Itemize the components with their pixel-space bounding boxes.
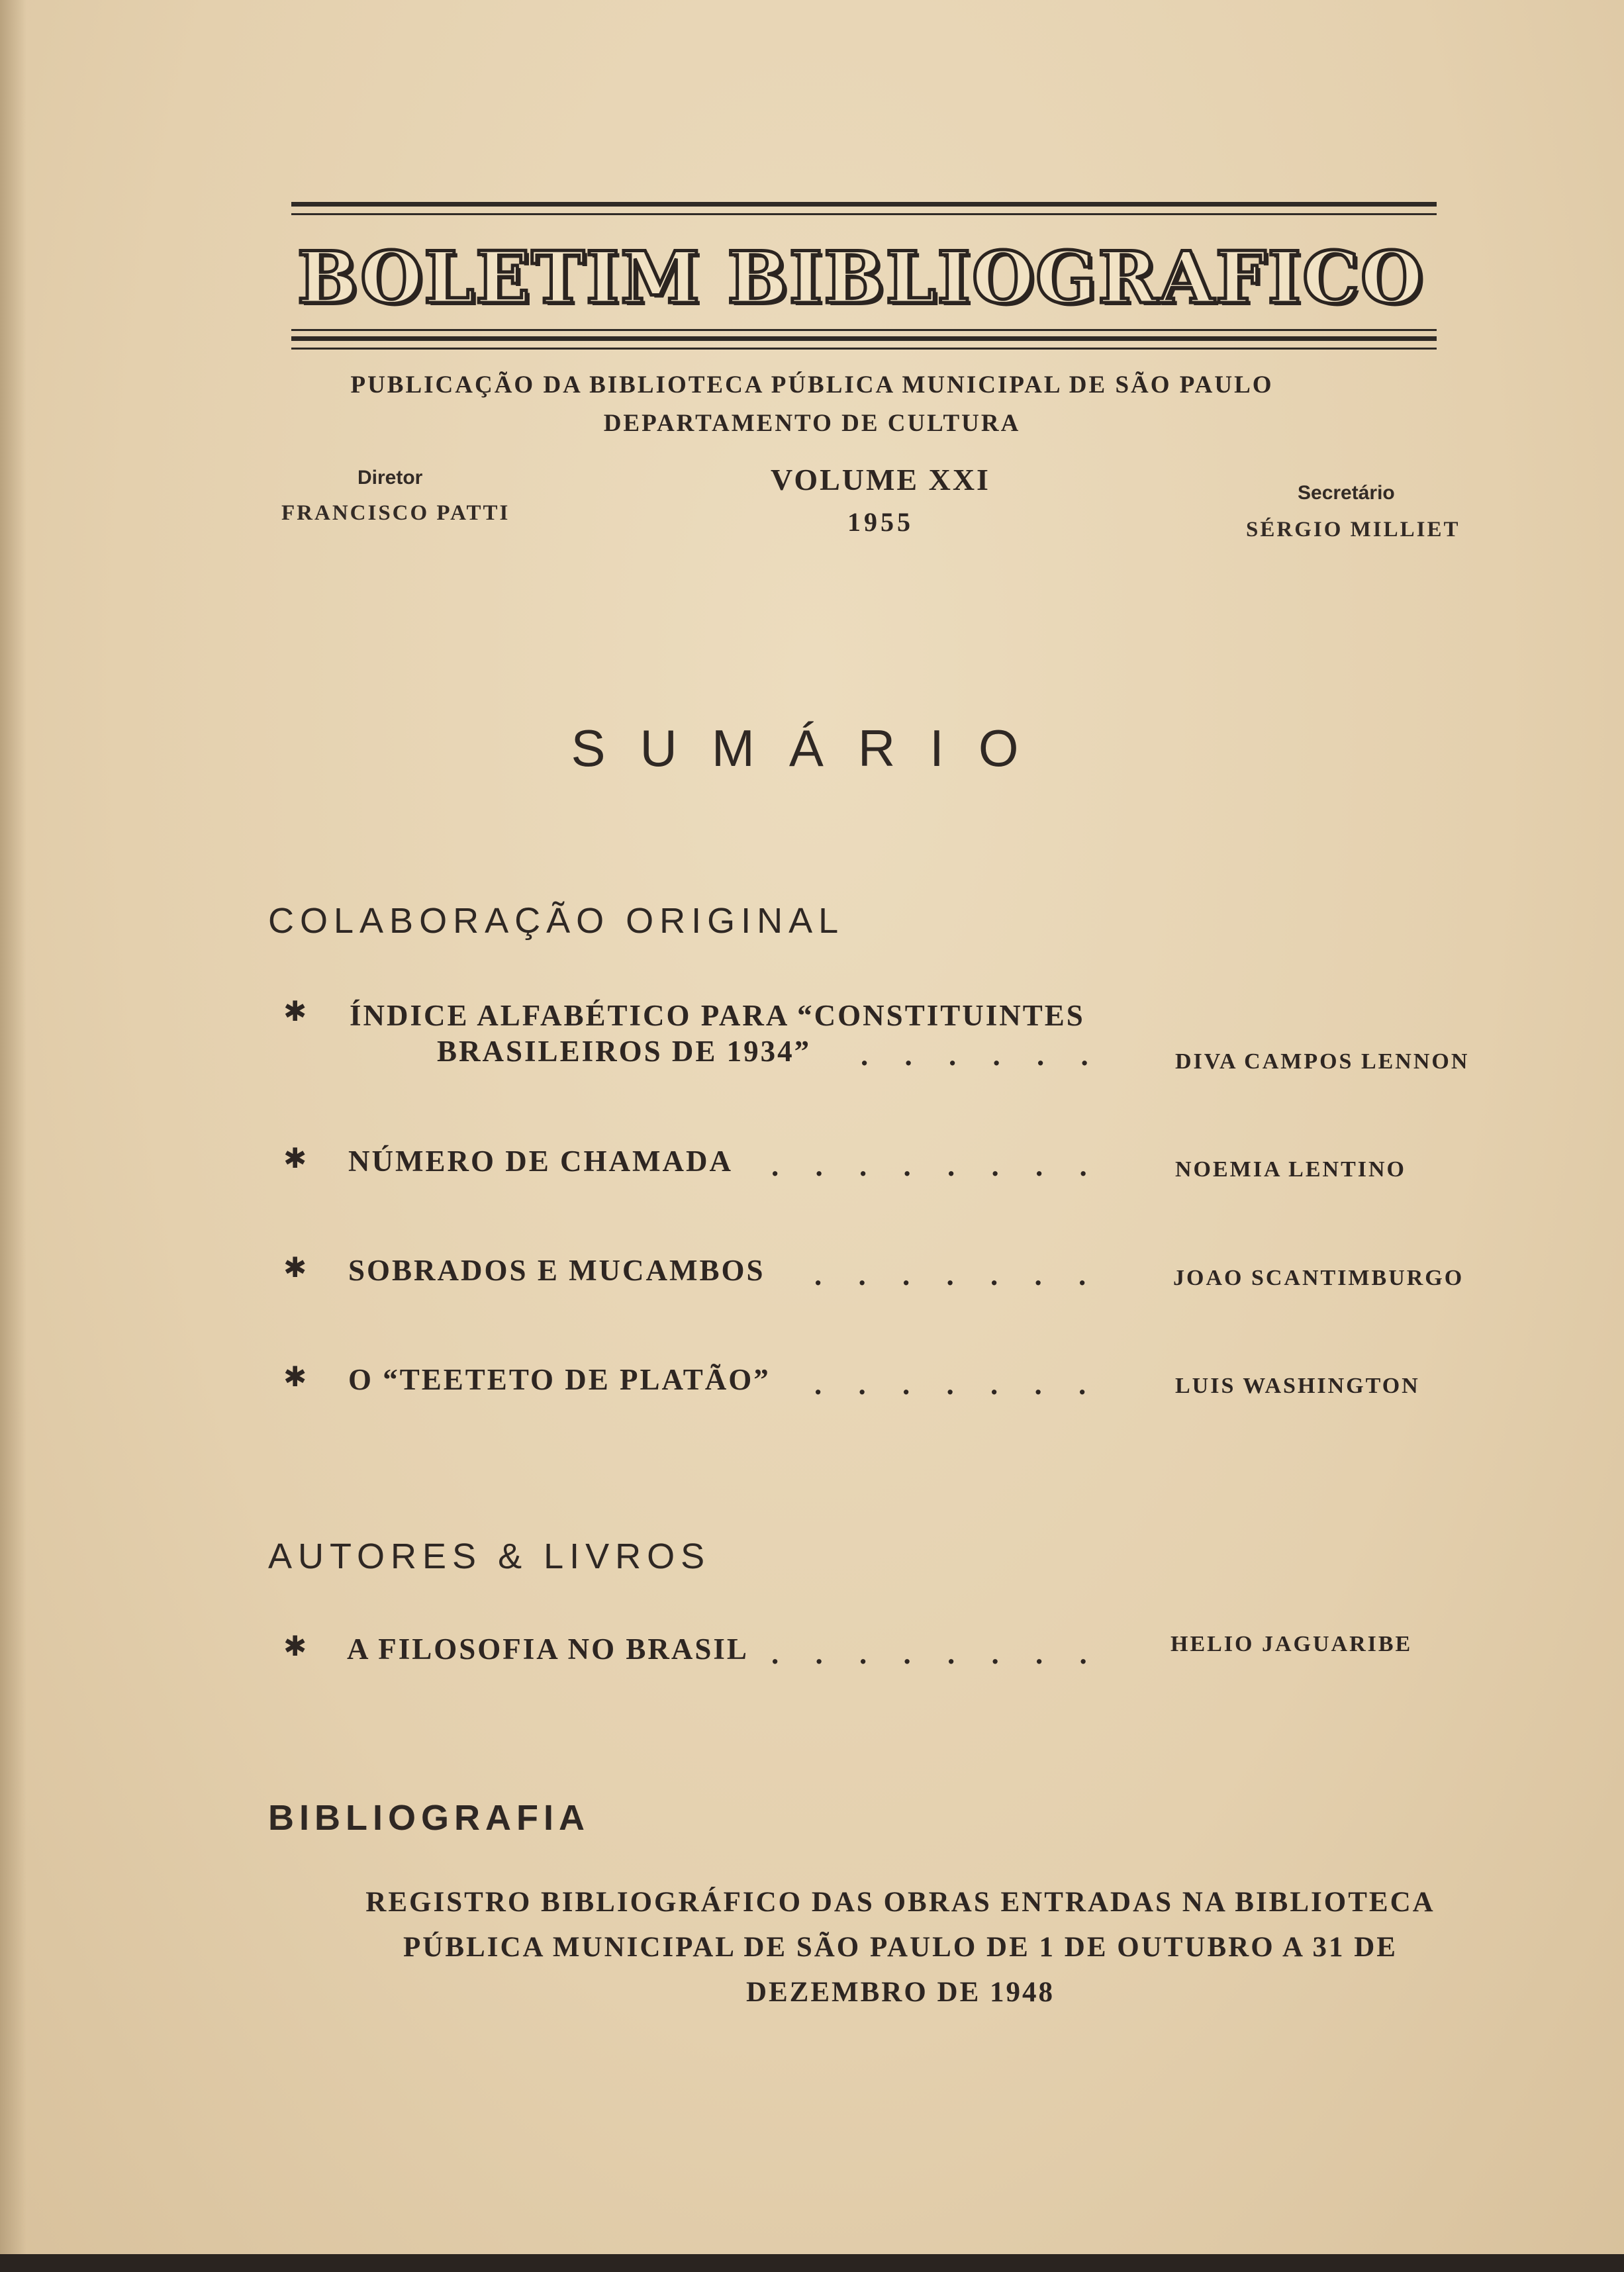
volume-year: 1955 — [847, 507, 914, 537]
entry-leader-dots: . . . . . . . . — [771, 1149, 1102, 1182]
section-heading-bibliografia: BIBLIOGRAFIA — [268, 1798, 590, 1838]
bibliografia-description — [331, 1880, 1470, 2015]
entry-title: SOBRADOS E MUCAMBOS — [348, 1254, 765, 1287]
entry-title-line-2: BRASILEIROS DE 1934” — [437, 1035, 812, 1068]
entry-leader-dots: . . . . . . . . — [771, 1637, 1102, 1670]
publisher-line-2: DEPARTAMENTO DE CULTURA — [603, 410, 1021, 437]
section-heading-autores: AUTORES & LIVROS — [268, 1537, 711, 1576]
masthead-bottom-rule-lower — [291, 348, 1437, 350]
entry-leader-dots: . . . . . . . — [814, 1258, 1101, 1292]
publisher-line-1: PUBLICAÇÃO DA BIBLIOTECA PÚBLICA MUNICIPAL DE SÃO PAULO — [350, 371, 1274, 399]
asterisk-icon: ✱ — [283, 1360, 307, 1393]
bibliografia-line-2: PÚBLICA MUNICIPAL DE SÃO PAULO DE 1 DE OUTUBRO A 31 DE — [403, 1932, 1398, 1963]
asterisk-icon: ✱ — [283, 1251, 307, 1284]
entry-title: A FILOSOFIA NO BRASIL — [347, 1633, 749, 1666]
entry-title: O “TEETETO DE PLATÃO” — [348, 1363, 771, 1396]
volume-number: VOLUME XXI — [771, 463, 990, 497]
entry-title-line-1: ÍNDICE ALFABÉTICO PARA “CONSTITUINTES — [350, 999, 1085, 1032]
entry-leader-dots: . . . . . . . — [814, 1368, 1101, 1401]
masthead-title: BOLETIM BIBLIOGRAFICO — [297, 236, 1425, 320]
contents-title: SUMÁRIO — [571, 719, 1053, 777]
secretary-name: SÉRGIO MILLIET — [1246, 518, 1460, 542]
entry-author: JOAO SCANTIMBURGO — [1173, 1266, 1464, 1290]
bibliografia-line-3: DEZEMBRO DE 1948 — [745, 1977, 1055, 2008]
entry-author: HELIO JAGUARIBE — [1170, 1632, 1413, 1656]
masthead-bottom-rule — [291, 336, 1437, 341]
director-label: Diretor — [358, 467, 423, 489]
entry-author: LUIS WASHINGTON — [1175, 1374, 1420, 1398]
masthead-top-rule-thin — [291, 213, 1437, 215]
entry-title: NÚMERO DE CHAMADA — [348, 1145, 733, 1178]
asterisk-icon: ✱ — [283, 995, 307, 1027]
section-heading-colaboracao: COLABORAÇÃO ORIGINAL — [268, 901, 845, 941]
page-bottom-edge — [0, 2254, 1624, 2272]
director-name: FRANCISCO PATTI — [281, 501, 510, 525]
page-left-edge-shadow — [0, 0, 26, 2272]
secretary-label: Secretário — [1298, 482, 1395, 504]
bibliografia-line-1: REGISTRO BIBLIOGRÁFICO DAS OBRAS ENTRADAS NA BIBLIOTECA — [365, 1887, 1435, 1918]
entry-author: DIVA CAMPOS LENNON — [1175, 1049, 1470, 1074]
masthead-top-rule — [291, 202, 1437, 207]
entry-leader-dots: . . . . . . — [861, 1039, 1103, 1072]
asterisk-icon: ✱ — [283, 1142, 307, 1174]
entry-author: NOEMIA LENTINO — [1175, 1157, 1406, 1182]
asterisk-icon: ✱ — [283, 1630, 307, 1662]
masthead-bottom-rule-thin — [291, 329, 1437, 331]
